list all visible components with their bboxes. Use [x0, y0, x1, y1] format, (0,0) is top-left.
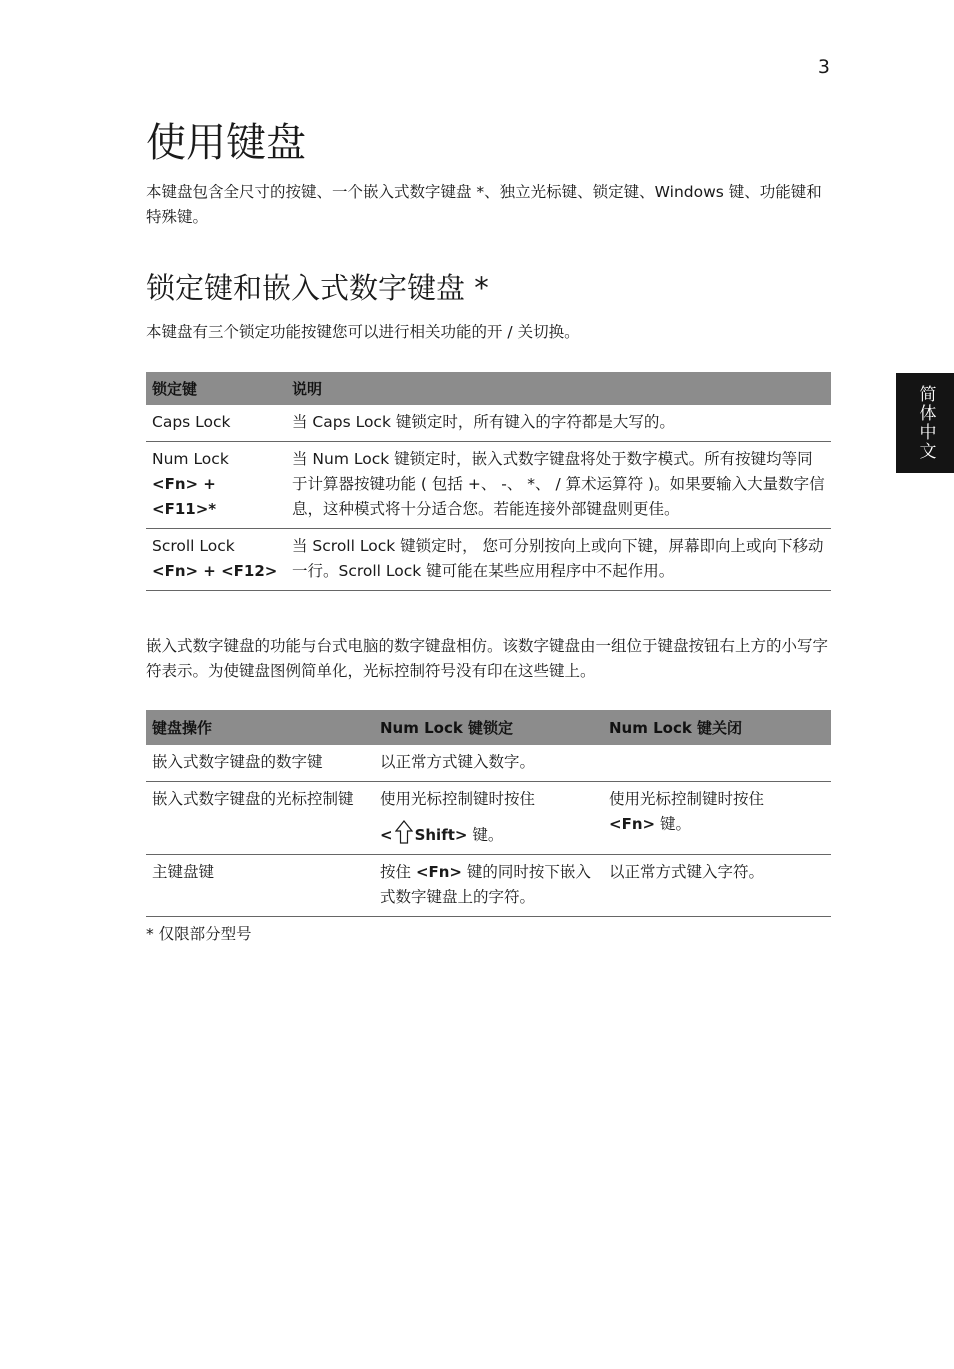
intro-paragraph: 本键盘包含全尺寸的按键、一个嵌入式数字键盘 *、独立光标键、锁定键、Windows 键、功能键和特殊键。 — [146, 183, 822, 226]
footnote: * 仅限部分型号 — [146, 925, 252, 943]
lock-key-combo: <Fn> + <F12> — [152, 562, 278, 580]
hold-prefix: 按住 — [380, 863, 416, 881]
lock-key-name: Caps Lock — [152, 413, 231, 431]
lock-key-cell — [146, 529, 286, 591]
header-key-operation: 键盘操作 — [146, 710, 374, 745]
numlock-off-cell — [603, 745, 831, 782]
lock-key-cell — [146, 442, 286, 529]
numlock-off-line1: 使用光标控制键时按住 — [609, 790, 765, 808]
table-row — [146, 855, 831, 917]
lock-key-combo: <Fn> + <F11>* — [152, 475, 217, 518]
language-side-tab — [896, 373, 954, 473]
shift-arrow-icon — [395, 820, 413, 844]
header-numlock-off: Num Lock 键关闭 — [603, 710, 831, 745]
header-description: 说明 — [286, 372, 831, 405]
fn-key-suffix: 键。 — [655, 815, 691, 833]
section-title: 锁定键和嵌入式数字键盘 * — [146, 271, 489, 305]
numlock-on-cell — [374, 782, 603, 855]
operation-cell: 主键盘键 — [146, 855, 374, 917]
numlock-on-cell — [374, 855, 603, 917]
language-side-tab-label: 简体中文 — [915, 385, 936, 461]
lock-desc-cell: 当 Num Lock 键锁定时，嵌入式数字键盘将处于数字模式。所有按键均等同于计算器按键功能 ( 包括 +、 -、 *、 / 算术运算符 )。如果要输入大量数字信息，这种模式将十分适合您。若能连接外部键盘则更佳。 — [286, 442, 831, 529]
fn-key-label: <Fn> — [609, 815, 656, 833]
lock-key-name: Scroll Lock — [152, 537, 235, 555]
shift-key-label: Shift> — [414, 826, 468, 844]
numlock-on-line1: 使用光标控制键时按住 — [380, 790, 536, 808]
table-row — [146, 745, 831, 782]
operation-cell: 嵌入式数字键盘的光标控制键 — [146, 782, 374, 855]
table-row — [146, 782, 831, 855]
lock-desc-cell: 当 Scroll Lock 键锁定时， 您可分别按向上或向下键，屏幕即向上或向下移动一行。Scroll Lock 键可能在某些应用程序中不起作用。 — [286, 529, 831, 591]
table-header-row — [146, 372, 831, 405]
header-numlock-on: Num Lock 键锁定 — [374, 710, 603, 745]
fn-key-label: <Fn> — [415, 863, 462, 881]
operation-cell: 嵌入式数字键盘的数字键 — [146, 745, 374, 782]
page-number: 3 — [817, 56, 830, 78]
table-row — [146, 405, 831, 442]
lock-keys-table — [146, 372, 831, 591]
hold-suffix: 键的同时按下嵌入式数字键盘上的字符。 — [380, 863, 591, 906]
lock-desc-cell: 当 Caps Lock 键锁定时，所有键入的字符都是大写的。 — [286, 405, 831, 442]
numlock-off-cell: 以正常方式键入字符。 — [603, 855, 831, 917]
header-lock-key: 锁定键 — [146, 372, 286, 405]
lock-key-cell — [146, 405, 286, 442]
section-subtitle: 本键盘有三个锁定功能按键您可以进行相关功能的开 / 关切换。 — [146, 323, 580, 341]
shift-key-open-bracket: < — [380, 826, 393, 844]
numpad-paragraph: 嵌入式数字键盘的功能与台式电脑的数字键盘相仿。该数字键盘由一组位于键盘按钮右上方的小写字符表示。为使键盘图例简单化，光标控制符号没有印在这些键上。 — [146, 637, 829, 680]
shift-key-suffix: 键。 — [467, 826, 504, 844]
table-row — [146, 442, 831, 529]
numlock-on-cell: 以正常方式键入数字。 — [374, 745, 603, 782]
numpad-table — [146, 710, 831, 917]
table-header-row — [146, 710, 831, 745]
page-title: 使用键盘 — [146, 120, 306, 166]
numlock-off-cell — [603, 782, 831, 855]
table-row — [146, 529, 831, 591]
lock-key-name: Num Lock — [152, 450, 229, 468]
